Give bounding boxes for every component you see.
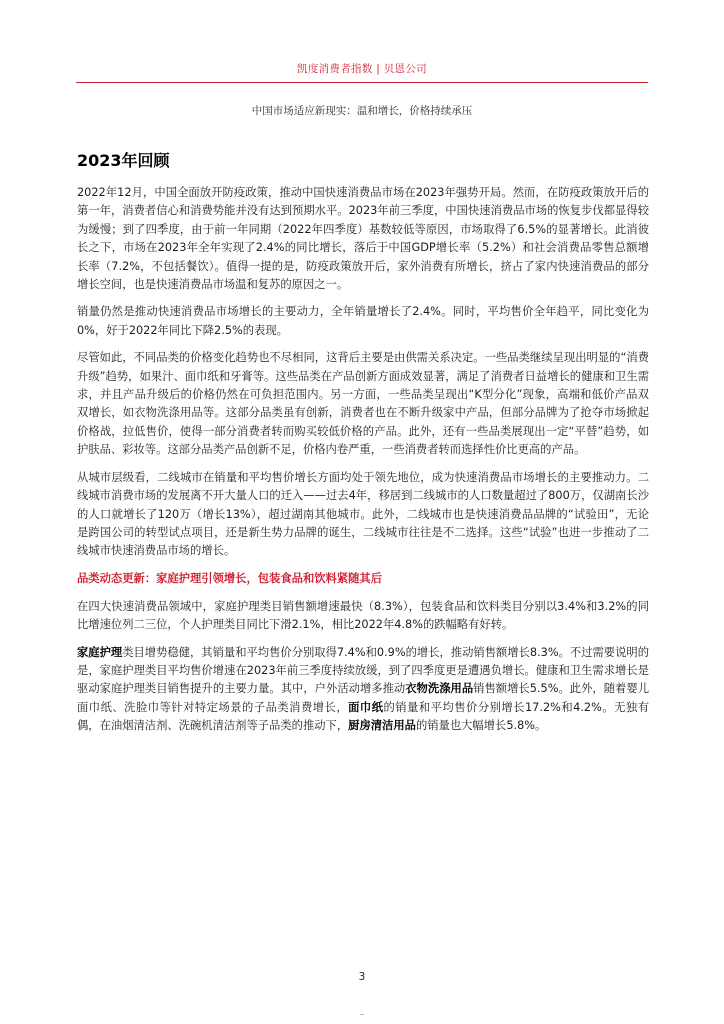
page-number: 3 <box>358 971 366 983</box>
paragraph-overview: 2022年12月，中国全面放开防疫政策，推动中国快速消费品市场在2023年强势开局。然而，在防疫政策放开后的第一年，消费者信心和消费势能并没有达到预期水平。2023年前三季度，中国快速消费品市场的恢复步伐都显得较为缓慢；到了四季度，由于前一年同期（2022年四季度）基数较低等原因，市场取得了6.5%的显著增长。此消彼长之下，市场在2023年全年实现了2.4%的同比增长，落后于中国GDP增长率（5.2%）和社会消费品零售总额增长率（7.2%，不包括餐饮）。值得一提的是，防疫政策放开后，家外消费有所增长，挤占了家内快速消费品的部分增长空间，也是快速消费品市场温和复苏的原因之一。 <box>77 186 649 292</box>
bold-facial-tissue: 面巾纸 <box>348 700 384 714</box>
category-section-heading: 品类动态更新：家庭护理引领增长，包装食品和饮料紧随其后 <box>77 571 383 585</box>
header-brand: 凯度消费者指数 | 贝恩公司 <box>297 63 427 75</box>
main-content <box>77 150 649 745</box>
bold-kitchen-cleaning: 厨房清洁用品 <box>348 719 416 733</box>
report-subtitle: 中国市场适应新现实：温和增长，价格持续承压 <box>251 105 473 117</box>
paragraph-city-tiers: 从城市层级看，二线城市在销量和平均售价增长方面均处于领先地位，成为快速消费品市场增长的主要推动力。二线城市消费市场的发展离不开大量人口的迁入——过去4年，移居到二线城市的人口数量超过了800万，仅湖南长沙的人口就增长了120万（增长13%），超过湖南其他城市。此外，二线城市也是快速消费品品牌的“试验田”，无论是跨国公司的转型试点项目，还是新生势力品牌的诞生，二线城市往往是不二选择。这些“试验”也进一步推动了二线城市快速消费品市场的增长。 <box>77 470 649 558</box>
text-home-care-3: 的销量和平均售价分别增长17.2%和4.2%。无独有偶，在油烟清洁剂、洗碗机清洁剂等子品类的推动下， <box>77 700 649 733</box>
section-title: 2023年回顾 <box>77 151 170 170</box>
text-home-care-1: 类目增势稳健，其销量和平均售价分别取得7.4%和0.9%的增长，推动销售额增长8.3%。不过需要说明的是，家庭护理类目平均售价增速在2023年前三季度持续放缓，到了四季度更是遭遇负增长。健康和卫生需求增长是驱动家庭护理类目销售提升的主要力量。其中，户外活动增多推动 <box>77 645 649 696</box>
header-divider <box>76 82 648 83</box>
paragraph-price-trends: 尽管如此，不同品类的价格变化趋势也不尽相同，这背后主要是由供需关系决定。一些品类继续呈现出明显的“消费升级”趋势，如果汁、面巾纸和牙膏等。这些品类在产品创新方面成效显著，满足了消费者日益增长的健康和卫生需求，并且产品升级后的价格仍然在可负担范围内。另一方面，一些品类呈现出“K型分化”现象，高端和低价产品双双增长，如衣物洗涤用品等。这部分品类虽有创新，消费者也在不断升级家中产品，但部分品牌为了抢夺市场掀起价格战，拉低售价，使得一部分消费者转而购买较低价格的产品。此外，还有一些品类展现出一定“平替”趋势，如护肤品、彩妆等。这部分品类产品创新不足，价格内卷严重，一些消费者转而选择性价比更高的产品。 <box>77 351 649 457</box>
bold-home-care: 家庭护理 <box>77 645 123 659</box>
paragraph-category-intro: 在四大快速消费品领域中，家庭护理类目销售额增速最快（8.3%），包装食品和饮料类目分别以3.4%和3.2%的同比增速位列二三位，个人护理类目同比下滑2.1%，相比2022年4.8%的跌幅略有好转。 <box>77 599 649 632</box>
footer-mark <box>360 1014 364 1015</box>
text-home-care-4: 的销量也大幅增长5.8%。 <box>415 719 547 733</box>
paragraph-volume: 销量仍然是推动快速消费品市场增长的主要动力，全年销量增长了2.4%。同时，平均售价全年趋平，同比变化为0%，好于2022年同比下降2.5%的表现。 <box>77 305 649 337</box>
text-home-care-2: 销售额增长5.5%。此外，随着婴儿面巾纸、洗脸巾等针对特定场景的子品类消费增长， <box>77 682 649 714</box>
bold-laundry: 衣物洗涤用品 <box>405 682 474 696</box>
paragraph-home-care <box>77 644 649 736</box>
